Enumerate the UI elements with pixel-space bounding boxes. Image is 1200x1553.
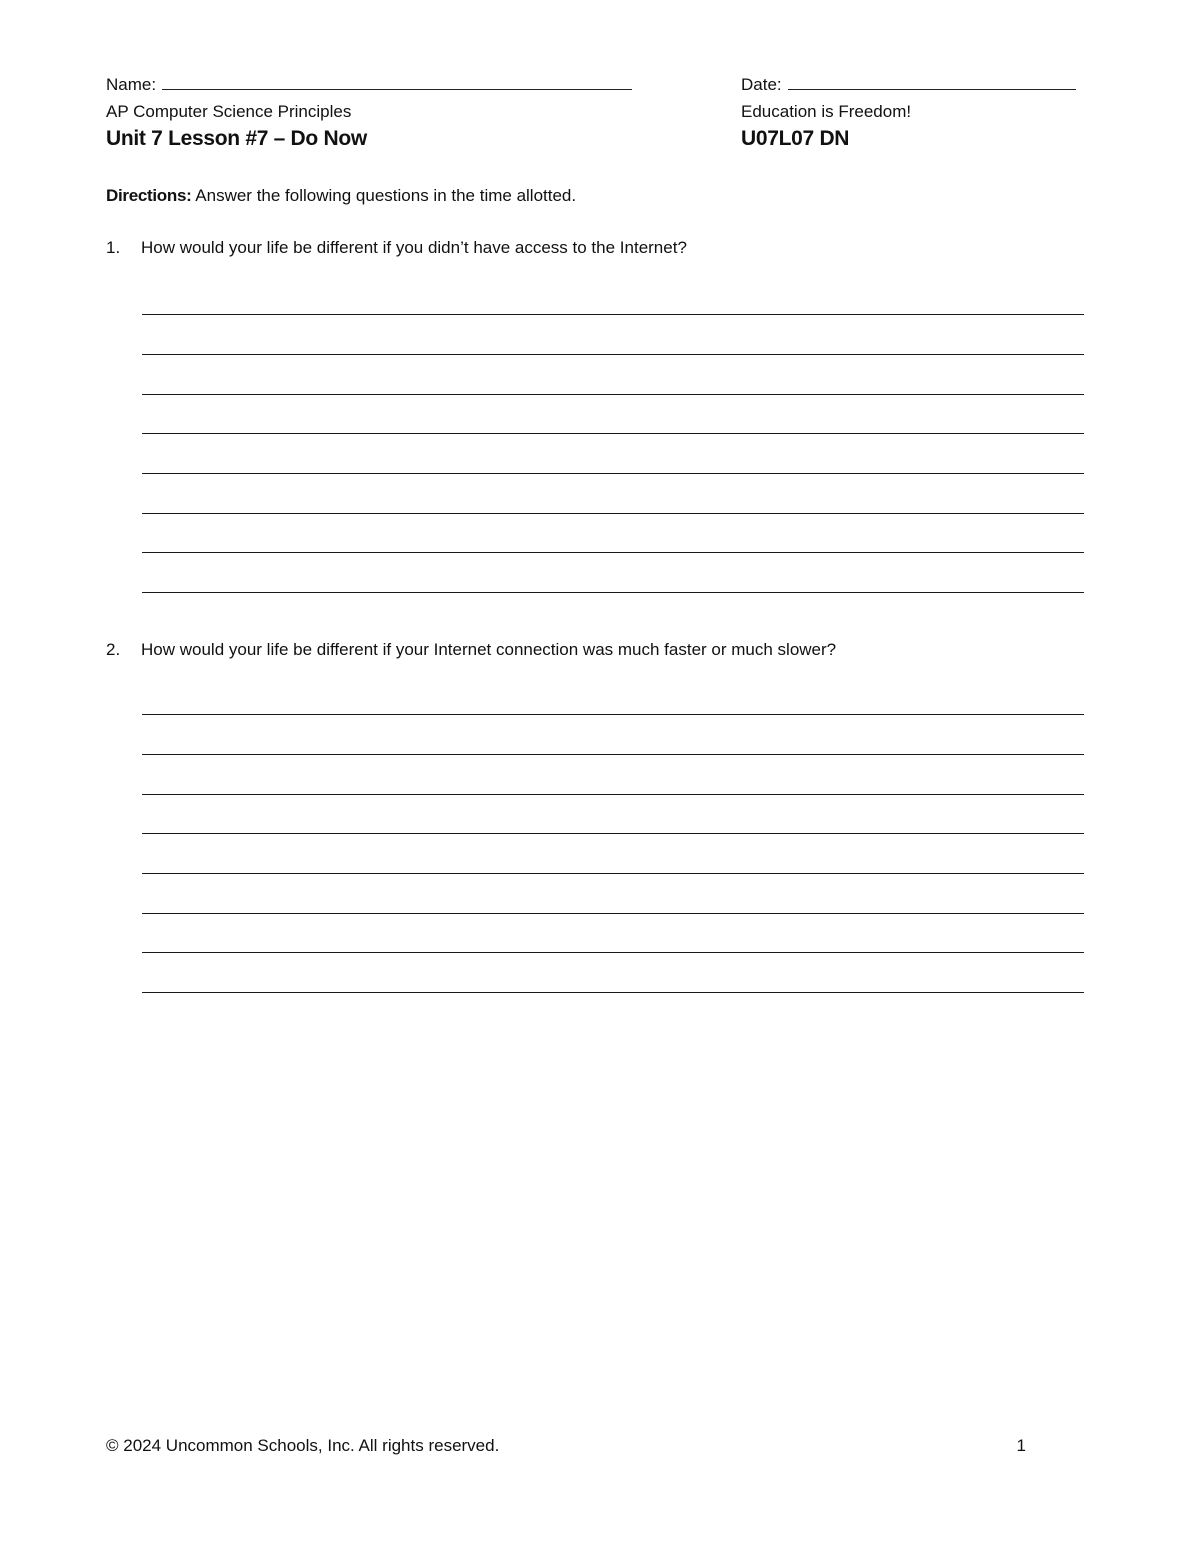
question-number: 2.: [106, 640, 121, 659]
answer-line[interactable]: [142, 314, 1084, 315]
answer-line[interactable]: [142, 714, 1084, 715]
date-blank-line[interactable]: [788, 73, 1076, 90]
answer-line[interactable]: [142, 592, 1084, 593]
directions-text: Answer the following questions in the time allotted.: [191, 186, 577, 205]
answer-line[interactable]: [142, 754, 1084, 755]
answer-line[interactable]: [142, 913, 1084, 914]
lesson-code: U07L07 DN: [741, 127, 850, 150]
title-row: [106, 126, 1086, 152]
answer-line[interactable]: [142, 952, 1084, 953]
answer-line[interactable]: [142, 433, 1084, 434]
directions-label: Directions:: [106, 186, 192, 205]
answer-line[interactable]: [142, 992, 1084, 993]
answer-line[interactable]: [142, 354, 1084, 355]
name-blank-line[interactable]: [162, 73, 632, 90]
directions: [106, 183, 576, 209]
name-field: [106, 72, 632, 98]
name-label: Name:: [106, 75, 157, 94]
date-field: [741, 72, 1076, 98]
course-name: AP Computer Science Principles: [106, 102, 352, 121]
motto: Education is Freedom!: [741, 102, 912, 121]
page-number: 1: [1016, 1436, 1026, 1455]
name-date-row: [106, 72, 1086, 98]
answer-line[interactable]: [142, 394, 1084, 395]
answer-line[interactable]: [142, 873, 1084, 874]
course-motto-row: [106, 99, 1086, 125]
answer-line[interactable]: [142, 552, 1084, 553]
answer-line[interactable]: [142, 833, 1084, 834]
lesson-title: Unit 7 Lesson #7 – Do Now: [106, 127, 367, 150]
copyright-notice: © 2024 Uncommon Schools, Inc. All rights reserved.: [106, 1436, 500, 1455]
answer-line[interactable]: [142, 473, 1084, 474]
question-text: How would your life be different if your Internet connection was much faster or much slower?: [141, 640, 837, 659]
question-text: How would your life be different if you didn’t have access to the Internet?: [141, 238, 687, 257]
date-label: Date:: [741, 75, 782, 94]
answer-line[interactable]: [142, 513, 1084, 514]
answer-line[interactable]: [142, 794, 1084, 795]
question-number: 1.: [106, 238, 121, 257]
